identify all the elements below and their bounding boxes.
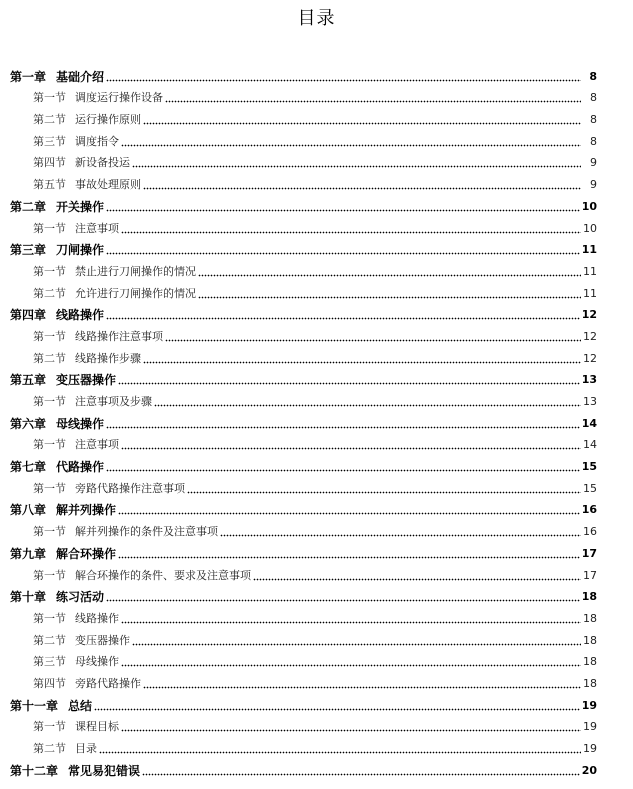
toc-chapter-entry[interactable] [0,586,633,608]
toc-page-number: 18 [581,590,597,604]
toc-section-entry[interactable] [0,520,633,542]
toc-page-number: 14 [583,438,597,452]
toc-entry-title: 线路操作步骤 [75,351,141,365]
dot-leader [121,231,581,234]
toc-chapter-entry[interactable] [0,499,633,521]
toc-entry-label [33,525,218,539]
toc-page-number: 12 [583,351,597,365]
toc-entry-title: 解并列操作的条件及注意事项 [75,525,218,539]
toc-entry-title: 事故处理原则 [75,178,141,192]
dot-leader [118,556,581,559]
toc-entry-label [10,243,104,257]
toc-entry-label [10,547,116,561]
toc-section-entry[interactable] [0,108,633,130]
toc-page-number: 10 [583,221,597,235]
toc-entry-label [10,503,116,517]
toc-entry-title: 注意事项 [75,221,119,235]
toc-entry-number: 第二节 [33,351,66,365]
toc-entry-title: 代路操作 [56,460,105,475]
dot-leader [106,426,581,429]
toc-section-entry[interactable] [0,152,633,174]
toc-entry-label [10,70,104,84]
toc-page-number: 8 [590,91,597,105]
toc-chapter-entry[interactable] [0,369,633,391]
toc-entry-title: 刀闸操作 [56,243,105,258]
toc-entry-label [33,330,163,344]
toc-entry-label [33,113,141,127]
toc-entry-label [33,91,163,105]
toc-entry-number: 第一节 [33,481,66,495]
dot-leader [106,317,581,320]
toc-entry-number: 第八章 [10,503,47,518]
dot-leader [198,296,581,299]
toc-entry-title: 变压器操作 [75,633,130,647]
toc-section-entry[interactable] [0,282,633,304]
toc-page-number: 18 [583,655,597,669]
toc-entry-label [10,308,104,322]
dot-leader [121,447,581,450]
toc-section-entry[interactable] [0,390,633,412]
toc-entry-label [33,222,119,236]
toc-section-entry[interactable] [0,347,633,369]
dot-leader [121,664,581,667]
toc-entry-title: 变压器操作 [56,373,117,388]
toc-entry-title: 注意事项 [75,438,119,452]
toc-entry-label [33,265,196,279]
toc-chapter-entry[interactable] [0,195,633,217]
toc-page-number: 20 [581,763,597,777]
dot-leader [106,209,581,212]
toc-section-entry[interactable] [0,564,633,586]
toc-entry-number: 第五节 [33,178,66,192]
toc-entry-title: 总结 [68,698,93,713]
toc-entry-number: 第七章 [10,460,47,475]
dot-leader [165,339,581,342]
toc-entry-title: 新设备投运 [75,156,130,170]
toc-chapter-entry[interactable] [0,694,633,716]
toc-entry-number: 第三节 [33,655,66,669]
toc-entry-number: 第二章 [10,199,47,214]
toc-page-number: 8 [590,113,597,127]
toc-chapter-entry[interactable] [0,759,633,781]
toc-page-number: 17 [583,568,597,582]
toc-chapter-entry[interactable] [0,412,633,434]
toc-page-number: 17 [581,546,597,560]
toc-entry-number: 第一节 [33,611,66,625]
toc-entry-label [10,460,104,474]
toc-entry-title: 基础介绍 [56,69,105,84]
toc-entry-title: 开关操作 [56,199,105,214]
toc-entry-title: 练习活动 [56,590,105,605]
toc-page-number: 15 [583,481,597,495]
toc-page-number: 11 [583,264,597,278]
toc-entry-title: 旁路代路操作注意事项 [75,481,185,495]
toc-entry-label [10,764,140,778]
dot-leader [94,708,581,711]
toc-page-number: 16 [583,525,597,539]
toc-page-number: 11 [583,286,597,300]
dot-leader [132,643,581,646]
dot-leader [121,144,581,147]
dot-leader [132,165,581,168]
dot-leader [143,187,581,190]
toc-entry-label [33,156,130,170]
toc-entry-label [33,482,185,496]
toc-page-number: 10 [581,199,597,213]
toc-entry-title: 线路操作 [56,308,105,323]
toc-entry-label [10,417,104,431]
toc-entry-title: 课程目标 [75,720,119,734]
dot-leader [121,729,581,732]
toc-section-entry[interactable] [0,325,633,347]
dot-leader [253,578,581,581]
toc-entry-number: 第四节 [33,156,66,170]
toc-page-number: 13 [583,395,597,408]
toc-entry-number: 第一章 [10,69,47,84]
dot-leader [165,100,581,103]
toc-entry-number: 第十一章 [10,698,59,713]
toc-entry-number: 第二节 [33,633,66,647]
toc-entry-label [33,612,119,626]
toc-entry-number: 第十二章 [10,763,59,778]
toc-entry-label [10,373,116,387]
toc-entry-title: 解合环操作的条件、要求及注意事项 [75,568,251,582]
dot-leader [106,599,581,602]
toc-entry-number: 第一节 [33,395,66,408]
table-of-contents [0,65,633,781]
toc-section-entry[interactable] [0,672,633,694]
toc-page-number: 12 [583,329,597,343]
toc-section-entry[interactable] [0,607,633,629]
toc-entry-title: 禁止进行刀闸操作的情况 [75,264,196,278]
toc-section-entry[interactable] [0,260,633,282]
toc-page-number: 9 [590,178,597,192]
toc-entry-label [10,590,104,604]
toc-page-number: 13 [581,373,597,387]
toc-entry-title: 母线操作 [75,655,119,669]
toc-entry-number: 第二节 [33,286,66,300]
toc-entry-number: 第二节 [33,742,66,755]
toc-section-entry[interactable] [0,651,633,673]
toc-entry-title: 母线操作 [56,416,105,431]
toc-entry-title: 允许进行刀闸操作的情况 [75,286,196,300]
toc-entry-label [33,287,196,301]
toc-entry-label [33,742,97,756]
toc-chapter-entry[interactable] [0,542,633,564]
toc-section-entry[interactable] [0,629,633,651]
dot-leader [118,512,581,515]
toc-entry-number: 第一节 [33,264,66,278]
toc-entry-title: 旁路代路操作 [75,676,141,690]
toc-entry-number: 第一节 [33,568,66,582]
toc-section-entry[interactable] [0,87,633,109]
toc-entry-label [33,634,130,648]
toc-page-number: 18 [583,611,597,625]
toc-entry-number: 第九章 [10,546,47,561]
toc-page-number: 19 [583,720,597,734]
dot-leader [220,534,581,537]
toc-entry-number: 第三章 [10,243,47,258]
toc-entry-number: 第一节 [33,438,66,452]
dot-leader [154,404,581,407]
toc-entry-title: 解合环操作 [56,546,117,561]
toc-entry-number: 第一节 [33,329,66,343]
toc-entry-label [10,699,92,713]
toc-page-number: 15 [581,460,597,474]
toc-entry-label [33,438,119,452]
dot-leader [143,361,581,364]
toc-section-entry[interactable] [0,477,633,499]
toc-section-entry[interactable] [0,130,633,152]
toc-entry-label [33,352,141,366]
toc-page-number: 19 [581,698,597,712]
toc-section-entry[interactable] [0,737,633,759]
dot-leader [118,382,581,385]
toc-page-number: 8 [589,69,597,83]
toc-page-number: 19 [583,742,597,755]
toc-entry-label [33,395,152,409]
toc-section-entry[interactable] [0,173,633,195]
toc-section-entry[interactable] [0,434,633,456]
toc-page-number: 18 [583,633,597,647]
toc-page-number: 11 [581,243,597,257]
toc-entry-title: 调度运行操作设备 [75,91,163,105]
toc-page-number: 12 [581,308,597,322]
toc-entry-title: 运行操作原则 [75,113,141,127]
dot-leader [143,686,581,689]
toc-entry-number: 第六章 [10,416,47,431]
toc-page-number: 16 [581,503,597,517]
toc-entry-label [33,655,119,669]
toc-chapter-entry[interactable] [0,304,633,326]
toc-entry-title: 常见易犯错误 [68,763,141,778]
dot-leader [106,252,581,255]
dot-leader [106,79,581,82]
toc-chapter-entry[interactable] [0,239,633,261]
toc-page-number: 18 [583,676,597,690]
toc-entry-label [33,720,119,734]
toc-entry-title: 线路操作 [75,611,119,625]
toc-entry-number: 第一节 [33,221,66,235]
toc-page-number: 8 [590,134,597,148]
dot-leader [99,751,581,754]
toc-chapter-entry[interactable] [0,65,633,87]
toc-page-number: 14 [581,416,597,430]
toc-entry-title: 注意事项及步骤 [75,395,152,408]
toc-entry-number: 第一节 [33,525,66,539]
toc-entry-number: 第五章 [10,373,47,388]
dot-leader [143,122,581,125]
toc-section-entry[interactable] [0,217,633,239]
toc-entry-label [10,200,104,214]
dot-leader [198,274,581,277]
toc-entry-number: 第四节 [33,676,66,690]
toc-entry-number: 第四章 [10,308,47,323]
toc-entry-label [33,178,141,192]
toc-entry-title: 调度指令 [75,134,119,148]
dot-leader [121,621,581,624]
dot-leader [106,469,581,472]
toc-entry-title: 目录 [75,742,97,755]
toc-entry-label [33,135,119,149]
toc-page-number: 9 [590,156,597,170]
toc-entry-number: 第一节 [33,91,66,105]
dot-leader [187,491,581,494]
toc-entry-number: 第十章 [10,590,47,605]
toc-entry-title: 线路操作注意事项 [75,329,163,343]
toc-section-entry[interactable] [0,716,633,738]
toc-entry-number: 第三节 [33,134,66,148]
dot-leader [142,773,581,776]
toc-entry-number: 第二节 [33,113,66,127]
toc-entry-title: 解并列操作 [56,503,117,518]
toc-entry-number: 第一节 [33,720,66,734]
toc-entry-label [33,677,141,691]
page-title: 目录 [297,8,336,29]
toc-entry-label [33,569,251,583]
toc-chapter-entry[interactable] [0,455,633,477]
